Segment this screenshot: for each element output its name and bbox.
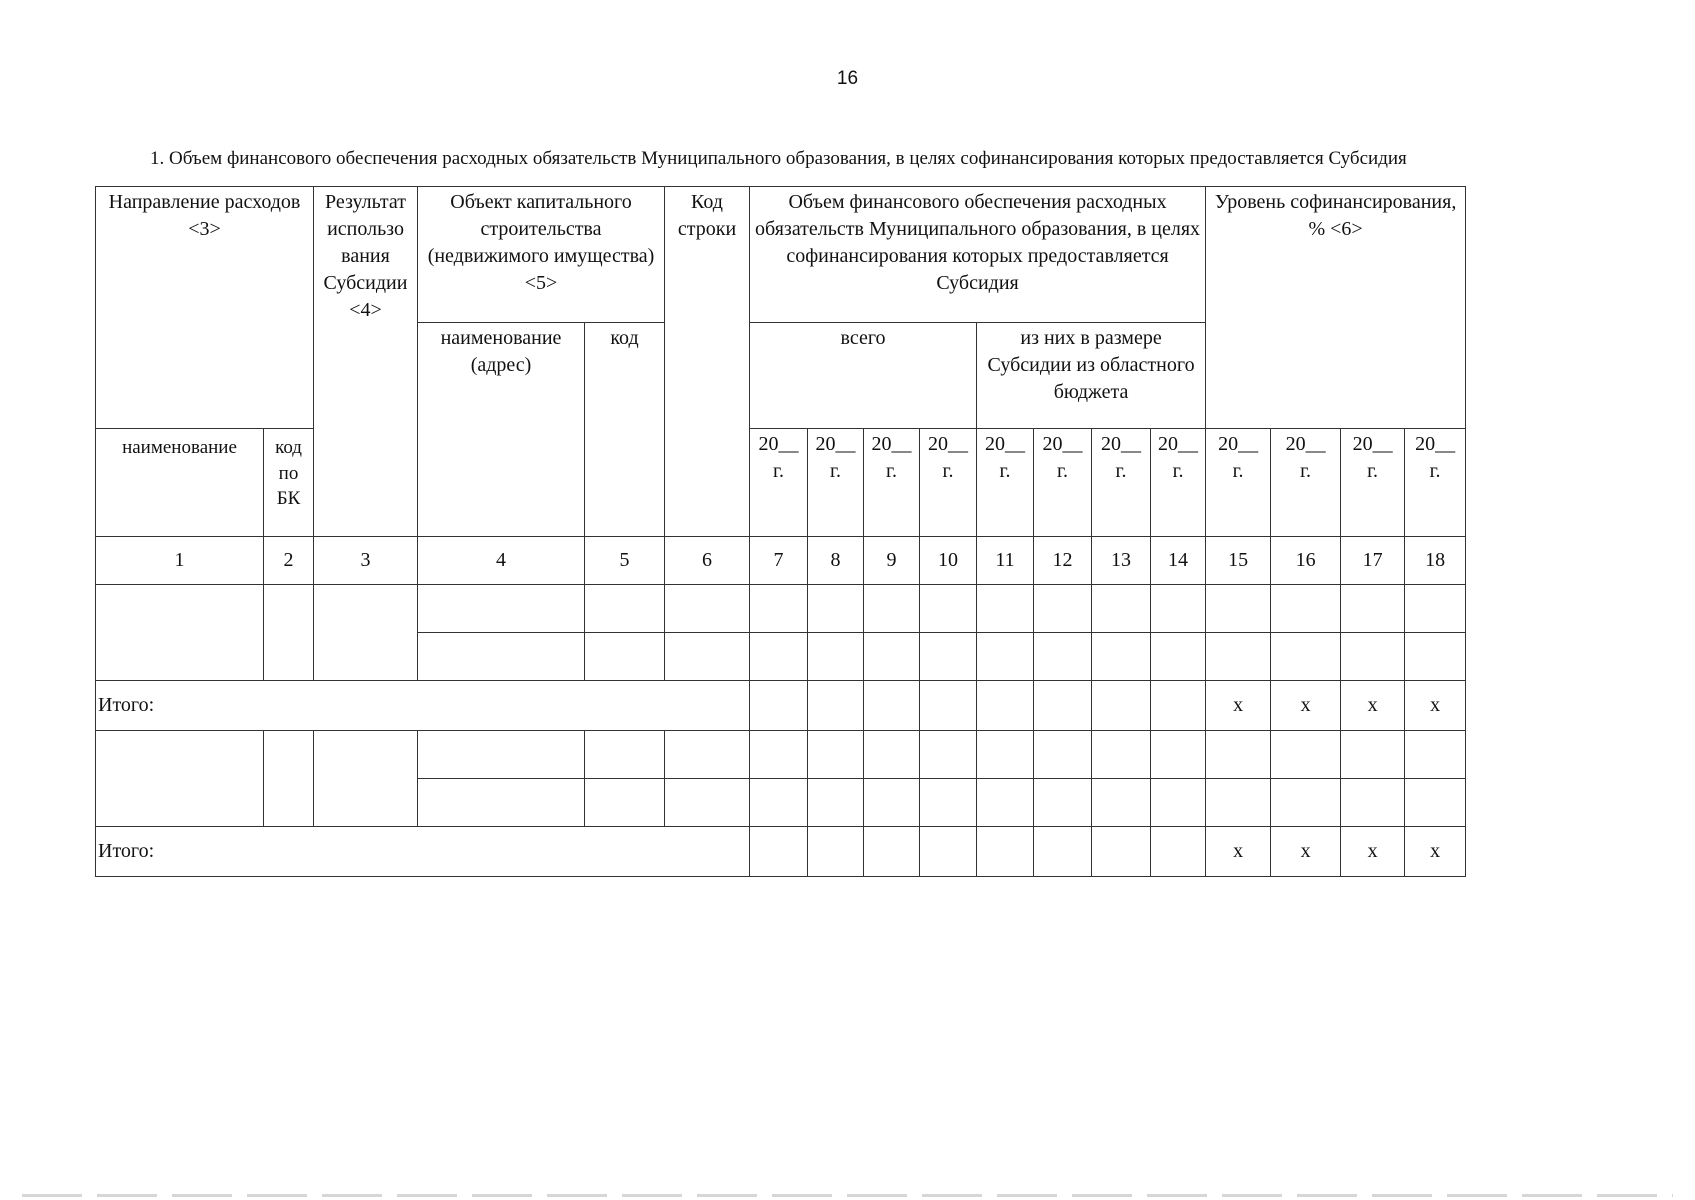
table-cell — [808, 585, 864, 633]
header-year — [1034, 429, 1092, 537]
year-suffix: г. — [830, 460, 841, 482]
table-cell — [665, 633, 750, 681]
table-cell — [750, 633, 808, 681]
table-cell — [920, 585, 977, 633]
table-cell — [1341, 731, 1405, 779]
column-number: 13 — [1092, 537, 1151, 585]
table-cell — [1151, 633, 1206, 681]
year-label: 20__ — [1352, 433, 1393, 455]
table-cell — [585, 585, 665, 633]
year-suffix: г. — [1057, 460, 1068, 482]
header-year — [1405, 429, 1466, 537]
table-cell — [418, 585, 585, 633]
table-cell — [864, 681, 920, 731]
table-cell — [585, 779, 665, 827]
table-cell — [665, 779, 750, 827]
column-number: 12 — [1034, 537, 1092, 585]
header-direction-code: код по БК — [264, 429, 314, 537]
header-line-code: Код строки — [665, 187, 750, 537]
year-suffix: г. — [1232, 460, 1244, 482]
section-heading: 1. Объем финансового обеспечения расходных обязательств Муниципального образования, в целях софинансирования которых предоставляется Субсидия — [150, 148, 1407, 169]
year-suffix: г. — [1367, 460, 1379, 482]
year-label: 20__ — [871, 433, 912, 455]
table-cell — [1271, 633, 1341, 681]
not-applicable-mark: x — [1206, 827, 1271, 877]
header-object-code: код — [585, 323, 665, 537]
table-cell — [864, 779, 920, 827]
table-cell — [750, 731, 808, 779]
table-cell — [864, 585, 920, 633]
page-number: 16 — [836, 68, 859, 89]
table-cell — [750, 827, 808, 877]
year-label: 20__ — [1101, 433, 1142, 455]
year-suffix: г. — [999, 460, 1011, 482]
not-applicable-mark: x — [1206, 681, 1271, 731]
table-cell — [977, 681, 1034, 731]
header-regional: из них в размере Субсидии из областного бюджета — [977, 323, 1206, 429]
table-cell — [977, 779, 1034, 827]
year-suffix: г. — [886, 460, 897, 482]
year-label: 20__ — [928, 433, 969, 455]
column-number: 16 — [1271, 537, 1341, 585]
header-year — [1341, 429, 1405, 537]
header-year — [1271, 429, 1341, 537]
year-suffix: г. — [1429, 460, 1441, 482]
table-cell — [1405, 779, 1466, 827]
table-cell — [977, 731, 1034, 779]
table-cell — [314, 731, 418, 827]
not-applicable-mark: x — [1405, 681, 1466, 731]
table-cell — [418, 731, 585, 779]
column-number: 15 — [1206, 537, 1271, 585]
table-cell — [1405, 731, 1466, 779]
not-applicable-mark: x — [1271, 681, 1341, 731]
column-number: 10 — [920, 537, 977, 585]
year-label: 20__ — [758, 433, 799, 455]
header-year — [750, 429, 808, 537]
year-label: 20__ — [985, 433, 1026, 455]
table-cell — [1092, 585, 1151, 633]
column-number: 11 — [977, 537, 1034, 585]
table-cell — [1092, 779, 1151, 827]
table-cell — [665, 585, 750, 633]
header-level: Уровень софинансирования, % <6> — [1206, 187, 1466, 429]
not-applicable-mark: x — [1341, 827, 1405, 877]
table-cell — [96, 585, 264, 681]
table-cell — [1206, 779, 1271, 827]
table-cell — [808, 681, 864, 731]
year-label: 20__ — [1042, 433, 1083, 455]
table-cell — [96, 731, 264, 827]
table-cell — [920, 681, 977, 731]
table-cell — [1034, 779, 1092, 827]
column-number: 4 — [418, 537, 585, 585]
header-year — [1206, 429, 1271, 537]
table-cell — [1271, 585, 1341, 633]
table-cell — [1092, 633, 1151, 681]
column-number: 14 — [1151, 537, 1206, 585]
column-number: 7 — [750, 537, 808, 585]
total-label: Итого: — [96, 681, 750, 731]
header-total: всего — [750, 323, 977, 429]
year-label: 20__ — [1285, 433, 1326, 455]
header-result: Результат использо вания Субсидии <4> — [314, 187, 418, 537]
header-volume: Объем финансового обеспечения расходных обязательств Муниципального образования, в целях софинансирования которых предоставляется Субсидия — [750, 187, 1206, 323]
total-row — [96, 681, 1466, 731]
column-number: 5 — [585, 537, 665, 585]
table-cell — [1206, 633, 1271, 681]
header-direction: Направление расходов <3> — [96, 187, 314, 429]
table-row — [96, 731, 1466, 779]
table-cell — [418, 779, 585, 827]
table-cell — [1034, 731, 1092, 779]
column-number: 3 — [314, 537, 418, 585]
year-suffix: г. — [942, 460, 954, 482]
year-suffix: г. — [1115, 460, 1127, 482]
year-label: 20__ — [1158, 433, 1199, 455]
table-cell — [585, 731, 665, 779]
year-suffix: г. — [1300, 460, 1312, 482]
total-row — [96, 827, 1466, 877]
column-number: 8 — [808, 537, 864, 585]
table-cell — [1341, 779, 1405, 827]
table-cell — [1151, 827, 1206, 877]
table-cell — [920, 779, 977, 827]
table-cell — [1206, 731, 1271, 779]
table-cell — [1034, 827, 1092, 877]
table-cell — [1034, 681, 1092, 731]
header-year — [1151, 429, 1206, 537]
not-applicable-mark: x — [1271, 827, 1341, 877]
header-object-name: наименование (адрес) — [418, 323, 585, 537]
table-cell — [1151, 731, 1206, 779]
table-cell — [665, 731, 750, 779]
table-cell — [920, 633, 977, 681]
column-number: 6 — [665, 537, 750, 585]
table-cell — [1341, 585, 1405, 633]
table-row — [96, 585, 1466, 633]
column-number: 9 — [864, 537, 920, 585]
table-cell — [808, 633, 864, 681]
not-applicable-mark: x — [1341, 681, 1405, 731]
table-cell — [864, 827, 920, 877]
table-cell — [1151, 681, 1206, 731]
table-cell — [808, 731, 864, 779]
header-object: Объект капитального строительства (недвижимого имущества) <5> — [418, 187, 665, 323]
year-label: 20__ — [815, 433, 856, 455]
header-year — [864, 429, 920, 537]
table-cell — [1151, 779, 1206, 827]
table-cell — [750, 779, 808, 827]
table-cell — [1405, 633, 1466, 681]
table-cell — [977, 827, 1034, 877]
header-direction-name: наименование — [96, 429, 264, 537]
table-cell — [750, 585, 808, 633]
table-cell — [1341, 633, 1405, 681]
financing-table — [95, 186, 1466, 877]
table-cell — [1206, 585, 1271, 633]
table-cell — [920, 731, 977, 779]
year-suffix: г. — [1172, 460, 1184, 482]
header-year — [977, 429, 1034, 537]
column-number: 17 — [1341, 537, 1405, 585]
header-year — [1092, 429, 1151, 537]
table-cell — [808, 779, 864, 827]
year-label: 20__ — [1218, 433, 1259, 455]
table-cell — [1271, 731, 1341, 779]
table-cell — [1271, 779, 1341, 827]
column-number: 2 — [264, 537, 314, 585]
table-cell — [418, 633, 585, 681]
table-cell — [314, 585, 418, 681]
header-year — [920, 429, 977, 537]
table-cell — [864, 633, 920, 681]
table-cell — [864, 731, 920, 779]
table-cell — [264, 731, 314, 827]
column-number: 18 — [1405, 537, 1466, 585]
not-applicable-mark: x — [1405, 827, 1466, 877]
scan-edge-artifact — [22, 1194, 1673, 1197]
year-suffix: г. — [773, 460, 784, 482]
table-cell — [1034, 585, 1092, 633]
table-cell — [585, 633, 665, 681]
table-cell — [808, 827, 864, 877]
header-year — [808, 429, 864, 537]
total-label: Итого: — [96, 827, 750, 877]
year-label: 20__ — [1415, 433, 1456, 455]
table-cell — [1034, 633, 1092, 681]
table-cell — [264, 585, 314, 681]
table-cell — [750, 681, 808, 731]
table-cell — [1405, 585, 1466, 633]
table-cell — [1092, 731, 1151, 779]
table-cell — [1092, 827, 1151, 877]
table-cell — [920, 827, 977, 877]
table-cell — [1151, 585, 1206, 633]
column-number-row — [96, 537, 1466, 585]
table-cell — [977, 585, 1034, 633]
column-number: 1 — [96, 537, 264, 585]
table-cell — [977, 633, 1034, 681]
table-cell — [1092, 681, 1151, 731]
